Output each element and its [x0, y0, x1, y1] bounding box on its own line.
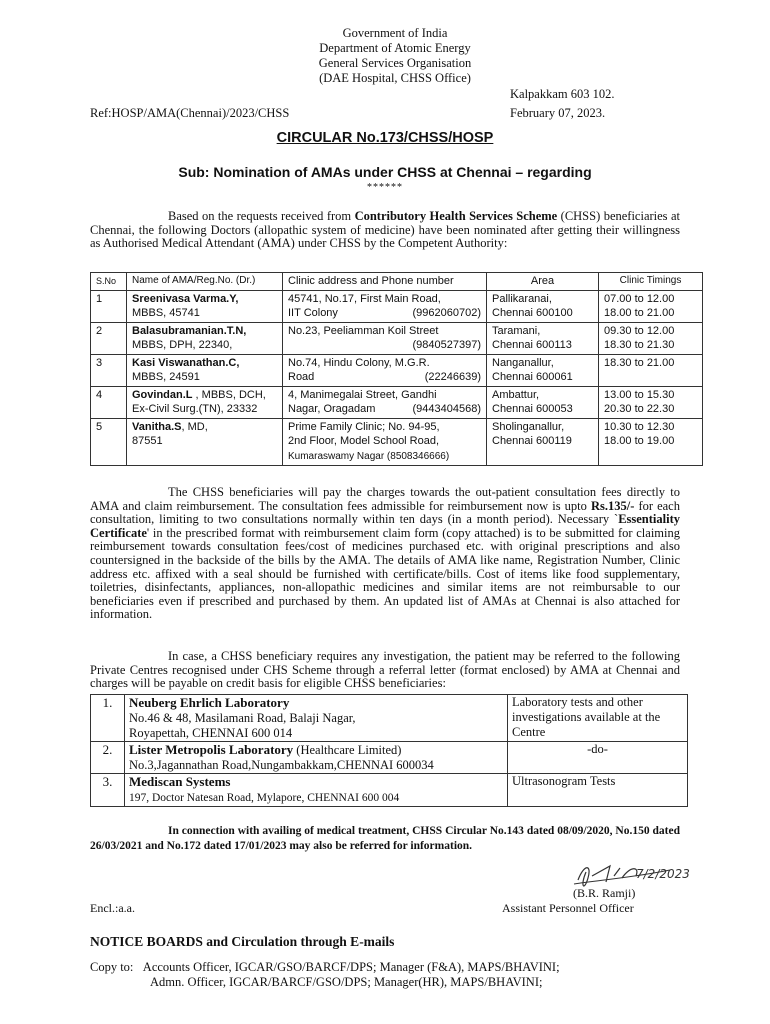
lab-services: Laboratory tests and other investigations available at the Centre [508, 695, 688, 742]
table-row [91, 774, 688, 807]
col-area: Area [487, 273, 599, 291]
row-sno: 1 [91, 290, 127, 322]
paragraph-intro [90, 210, 680, 251]
signatory-name: (B.R. Ramji) [573, 886, 636, 900]
area-pin: Chennai 600119 [492, 435, 572, 447]
area-name: Sholinganallur, [492, 420, 565, 433]
lab-name: Neuberg Ehrlich Laboratory [129, 695, 290, 710]
address-line: No.23, Peeliamman Koil Street [288, 324, 439, 337]
lab-services: -do- [508, 742, 688, 774]
row-doctor [127, 418, 283, 466]
ama-table [90, 272, 703, 466]
address-line: 45741, No.17, First Main Road, [288, 292, 441, 305]
timing: 10.30 to 12.30 [604, 420, 675, 433]
doctor-name: Govindan.L [132, 388, 193, 401]
letter-date: February 07, 2023. [510, 106, 606, 120]
reimb-text-e: ' in the prescribed format with reimbursement claim form (copy attached) is to be submitted for claiming reimbursement towards consultation fees/cost of medicines purchased etc. with original prescriptions and also countersigned in the backside of the bills by the AMA. The details of AMA like name, Registration Number, Clinic address etc. affixed with a seal should be furnished with certificate/bills. Cost of items like food supplementary, toiletries, disinfectants, appliances, non-allopathic medicines and similar items are not reimbursable to our beneficiaries even if prescribed and purchased by them. An updated list of AMAs at Chennai is also attached for information. [90, 525, 680, 622]
reimb-text-c: for each consultation, limiting to two consultations normally within ten days (in a month period). Necessary ` [90, 498, 680, 527]
reference-number: Ref:HOSP/AMA(Chennai)/2023/CHSS [90, 106, 290, 120]
row-timings [599, 290, 703, 322]
timing: 20.30 to 22.30 [604, 403, 675, 415]
header-line-3: General Services Organisation [318, 56, 472, 70]
phone-number: (22246639) [424, 371, 481, 383]
references-text: In connection with availing of medical treatment, CHSS Circular No.143 dated 08/09/2020, No.150 dated 26/03/2021 and No.172 dated 17/01/2023 may also be referred for information. [90, 825, 680, 852]
doctor-name: Sreenivasa Varma.Y, [132, 292, 239, 305]
col-address: Clinic address and Phone number [283, 273, 487, 291]
reimb-amount: Rs.135/- [590, 498, 635, 513]
row-address [283, 386, 487, 418]
area-name: Ambattur, [492, 388, 540, 401]
paragraph-reimbursement [90, 486, 680, 622]
address-line: Nagar, Oragadam [288, 403, 376, 415]
row-address [283, 418, 487, 466]
row-address [283, 354, 487, 386]
lab-details [125, 774, 508, 807]
doctor-name: Vanitha.S [132, 420, 182, 433]
header-line-2: Department of Atomic Energy [319, 41, 471, 55]
reimb-text-a: The CHSS beneficiaries will pay the charges towards the out-patient consultation fees directly to AMA and claim reimbursement. The consultation fees admissible for reimbursement now is upto [90, 485, 680, 513]
doctor-name: Kasi Viswanathan.C, [132, 356, 240, 369]
lab-address: Royapettah, CHENNAI 600 014 [129, 726, 293, 740]
timing: 18.30 to 21.00 [604, 356, 675, 369]
row-area [487, 354, 599, 386]
row-doctor [127, 386, 283, 418]
circular-title: CIRCULAR No.173/CHSS/HOSP [276, 130, 494, 146]
intro-text-scheme: Contributory Health Services Scheme [354, 209, 558, 223]
row-timings [599, 386, 703, 418]
lab-no: 3. [91, 774, 125, 807]
address-line: IIT Colony [288, 307, 338, 319]
timing: 13.00 to 15.30 [604, 388, 675, 401]
area-pin: Chennai 600113 [492, 339, 572, 351]
area-name: Taramani, [492, 324, 541, 337]
place: Kalpakkam 603 102. [510, 87, 615, 101]
area-pin: Chennai 600053 [492, 403, 573, 415]
row-sno: 3 [91, 354, 127, 386]
row-doctor [127, 290, 283, 322]
table-row [91, 354, 703, 386]
doctor-reg: MBBS, 45741 [132, 307, 200, 319]
table-row [91, 322, 703, 354]
letterhead [0, 26, 770, 86]
row-timings [599, 354, 703, 386]
table-row [91, 290, 703, 322]
row-address [283, 290, 487, 322]
phone-number: (9443404568) [412, 403, 481, 415]
address-line: 4, Manimegalai Street, Gandhi [288, 388, 437, 401]
intro-text-c: (CHSS) beneficiaries at Chennai, the following Doctors (allopathic system of medicine) have been nominated after getting their willingness as Authorised Medical Attendant (AMA) under CHSS by the Competent Authority: [90, 209, 681, 251]
doctor-qualification: , MBBS, DCH, [192, 388, 266, 401]
lab-details [125, 695, 508, 742]
lab-name-suffix: (Healthcare Limited) [293, 743, 402, 757]
row-area [487, 322, 599, 354]
timing: 18.30 to 21.30 [604, 339, 675, 351]
lab-address: No.3,Jagannathan Road,Nungambakkam,CHENNAI 600034 [129, 758, 434, 772]
area-pin: Chennai 600061 [492, 371, 573, 383]
lab-no: 2. [91, 742, 125, 774]
timing: 18.00 to 21.00 [604, 307, 675, 319]
address-line: Road [288, 371, 315, 383]
doctor-reg: MBBS, DPH, 22340, [132, 339, 233, 351]
ama-table-header [91, 273, 703, 291]
lab-name: Lister Metropolis Laboratory [129, 742, 294, 757]
table-row [91, 418, 703, 466]
lab-table [90, 694, 688, 807]
intro-text-a: Based on the requests received from [168, 209, 355, 223]
table-row [91, 695, 688, 742]
timing: 18.00 to 19.00 [604, 435, 675, 447]
doctor-reg: 87551 [132, 435, 163, 447]
lab-address: 197, Doctor Natesan Road, Mylapore, CHENNAI 600 004 [129, 792, 400, 804]
address-line: Prime Family Clinic; No. 94-95, [288, 420, 440, 433]
row-sno: 5 [91, 418, 127, 466]
area-name: Pallikaranai, [492, 292, 552, 305]
lab-name: Mediscan Systems [129, 774, 231, 789]
row-sno: 2 [91, 322, 127, 354]
investigation-text: In case, a CHSS beneficiary requires any investigation, the patient may be referred to the following Private Centres recognised under CHS Scheme through a referral letter (format enclosed) by AMA at Chennai and charges will be payable on credit basis for eligible CHSS beneficiaries: [90, 649, 680, 691]
header-line-1: Government of India [342, 26, 448, 40]
address-line: No.74, Hindu Colony, M.G.R. [288, 356, 430, 369]
col-name: Name of AMA/Reg.No. (Dr.) [127, 273, 283, 291]
doctor-reg: MBBS, 24591 [132, 371, 200, 383]
lab-no: 1. [91, 695, 125, 742]
enclosures: Encl.:a.a. [90, 901, 135, 915]
doctor-reg: Ex-Civil Surg.(TN), 23332 [132, 403, 258, 415]
phone-number: (9840527397) [412, 339, 481, 351]
address-line: 2nd Floor, Model School Road, [288, 435, 440, 447]
row-doctor [127, 354, 283, 386]
row-sno: 4 [91, 386, 127, 418]
signature-date: 7/2/2023 [636, 867, 690, 881]
row-timings [599, 322, 703, 354]
table-row [91, 386, 703, 418]
row-area [487, 418, 599, 466]
paragraph-references [90, 824, 680, 854]
subject-line: Sub: Nomination of AMAs under CHSS at Chennai – regarding [178, 164, 592, 180]
paragraph-investigation [90, 650, 680, 691]
copy-to-line: Accounts Officer, IGCAR/GSO/BARCF/DPS; Manager (F&A), MAPS/BHAVINI; [142, 960, 560, 974]
area-name: Nanganallur, [492, 356, 554, 369]
row-timings [599, 418, 703, 466]
lab-details [125, 742, 508, 774]
signatory-designation: Assistant Personnel Officer [502, 901, 634, 915]
row-area [487, 290, 599, 322]
timing: 07.00 to 12.00 [604, 292, 675, 305]
separator-stars: ****** [367, 182, 403, 193]
col-sno: S.No [91, 273, 127, 291]
doctor-qualification: , MD, [181, 420, 208, 433]
timing: 09.30 to 12.00 [604, 324, 675, 337]
copy-to-line: Admn. Officer, IGCAR/BARCF/GSO/DPS; Manager(HR), MAPS/BHAVINI; [150, 975, 543, 989]
copy-to-label: Copy to: [90, 960, 134, 974]
area-pin: Chennai 600100 [492, 307, 573, 319]
row-area [487, 386, 599, 418]
signature-icon [570, 858, 690, 888]
essentiality-certificate: Essentiality Certificate [90, 512, 680, 540]
lab-services: Ultrasonogram Tests [508, 774, 688, 807]
address-line: Kumaraswamy Nagar (8508346666) [288, 450, 450, 462]
header-line-4: (DAE Hospital, CHSS Office) [319, 71, 471, 85]
notice-heading: NOTICE BOARDS and Circulation through E-mails [90, 934, 395, 949]
lab-address: No.46 & 48, Masilamani Road, Balaji Nagar, [129, 711, 356, 725]
table-row [91, 742, 688, 774]
row-address [283, 322, 487, 354]
col-timings: Clinic Timings [599, 273, 703, 291]
doctor-name: Balasubramanian.T.N, [132, 324, 247, 337]
copy-to [90, 960, 560, 990]
row-doctor [127, 322, 283, 354]
phone-number: (9962060702) [412, 307, 481, 319]
